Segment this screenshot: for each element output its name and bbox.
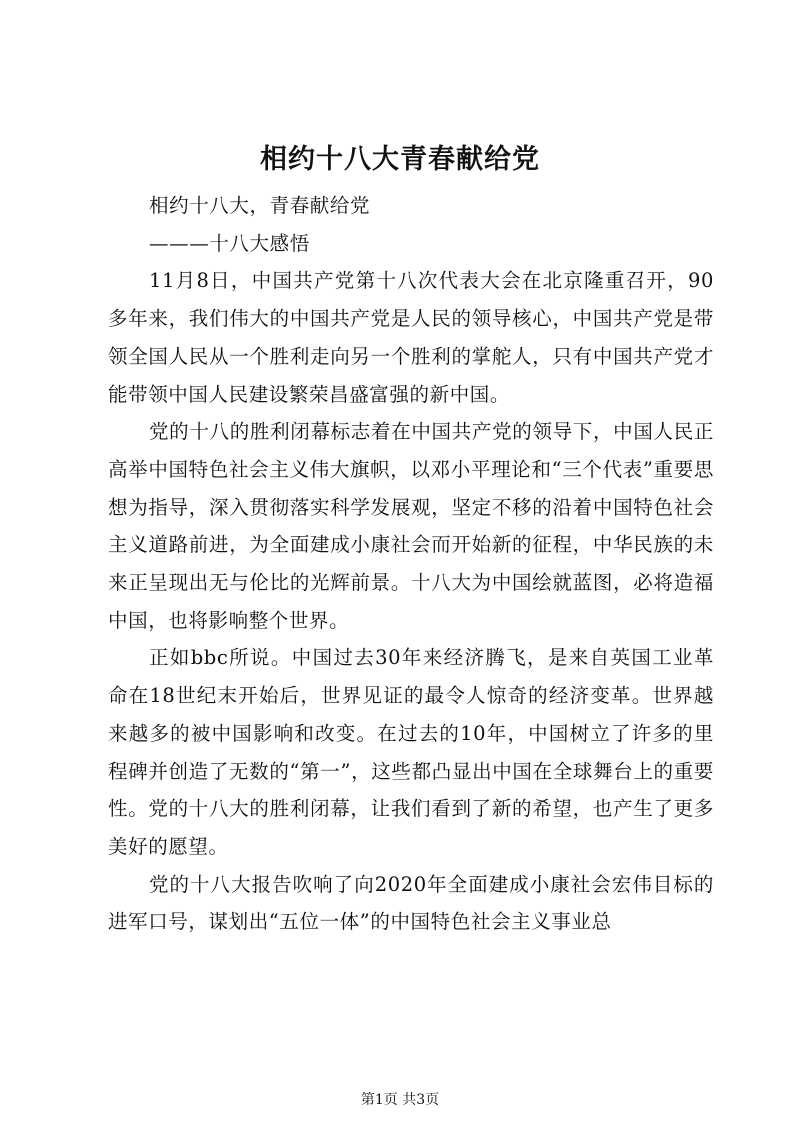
paragraph-2: 党的十八的胜利闭幕标志着在中国共产党的领导下，中国人民正高举中国特色社会主义伟大旗帜，以邓小平理论和“三个代表”重要思想为指导，深入贯彻落实科学发展观，坚定不移的沿着中国特色社会主义道路前进，为全面建成小康社会而开始新的征程，中华民族的未来正呈现出无与伦比的光辉前景。十八大为中国绘就蓝图，必将造福中国，也将影响整个世界。 bbox=[108, 420, 714, 632]
paragraph-3: 正如bbc所说。中国过去30年来经济腾飞，是来自英国工业革命在18世纪末开始后，世界见证的最令人惊奇的经济变革。世界越来越多的被中国影响和改变。在过去的10年，中国树立了许多的里程碑并创造了无数的“第一”，这些都凸显出中国在全球舞台上的重要性。党的十八大的胜利闭幕，让我们看到了新的希望，也产生了更多美好的愿望。 bbox=[108, 646, 714, 858]
document-body bbox=[108, 187, 714, 941]
page-footer bbox=[0, 1090, 800, 1110]
page-number-label: 第1页 共3页 bbox=[360, 1092, 440, 1108]
paragraph-1: 11月8日，中国共产党第十八次代表大会在北京隆重召开，90多年来，我们伟大的中国共产党是人民的领导核心，中国共产党是带领全国人民从一个胜利走向另一个胜利的掌舵人，只有中国共产党才能带领中国人民建设繁荣昌盛富强的新中国。 bbox=[108, 269, 714, 406]
paragraph-4: 党的十八大报告吹响了向2020年全面建成小康社会宏伟目标的进军口号，谋划出“五位一体”的中国特色社会主义事业总 bbox=[108, 872, 714, 934]
subtitle: 相约十八大，青春献给党 bbox=[149, 194, 371, 217]
byline: ———十八大感悟 bbox=[149, 231, 310, 255]
page-title: 相约十八大青春献给党 bbox=[260, 144, 540, 175]
